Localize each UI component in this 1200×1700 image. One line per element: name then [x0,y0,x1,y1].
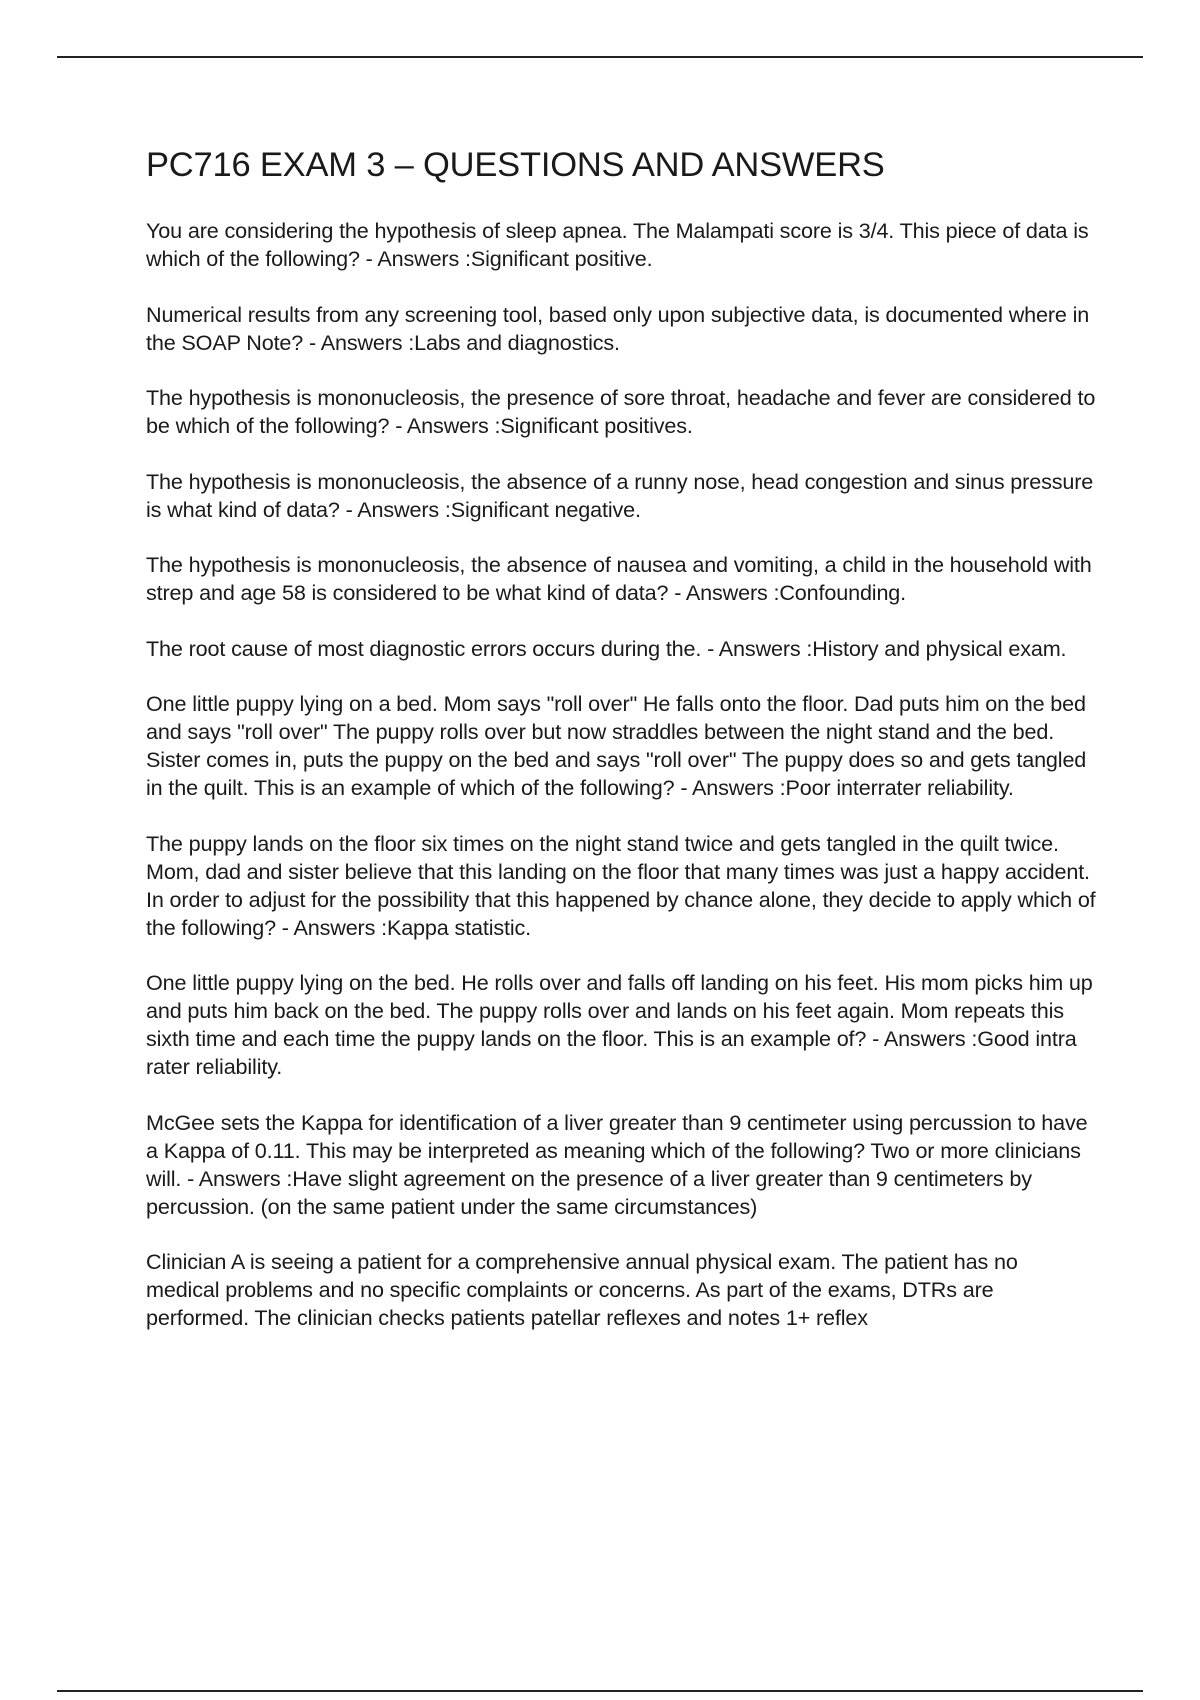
top-divider [57,56,1143,58]
page-title: PC716 EXAM 3 – QUESTIONS AND ANSWERS [146,146,885,184]
qa-entry: One little puppy lying on a bed. Mom says "roll over" He falls onto the floor. Dad puts him on the bed and says "roll over" The puppy rolls over but now straddles between the night stand and the bed. Sister comes in, puts the puppy on the bed and says "roll over" The puppy does so and gets tangled in the quilt. This is an example of which of the following? - Answers :Poor interrater reliability. [146,691,1087,800]
qa-entry: The root cause of most diagnostic errors occurs during the. - Answers :History and physical exam. [146,635,1067,661]
qa-entry: McGee sets the Kappa for identification of a liver greater than 9 centimeter using percussion to have a Kappa of 0.11. This may be interpreted as meaning which of the following? Two or more clinicians will. - Answers :Have slight agreement on the presence of a liver greater than 9 centimeters by percussion. (on the same patient under the same circumstances) [146,1109,1088,1219]
document-body [146,143,1096,1360]
qa-entry: The hypothesis is mononucleosis, the absence of nausea and vomiting, a child in the household with strep and age 58 is considered to be what kind of data? - Answers :Confounding. [146,552,1092,605]
qa-entry: The puppy lands on the floor six times on the night stand twice and gets tangled in the quilt twice. Mom, dad and sister believe that this landing on the floor that many times was just a happy accident. In order to adjust for the possibility that this happened by chance alone, they decide to apply which of the following? - Answers :Kappa statistic. [146,830,1096,940]
qa-entry: Clinician A is seeing a patient for a comprehensive annual physical exam. The patient has no medical problems and no specific complaints or concerns. As part of the exams, DTRs are performed. The clinician checks patients patellar reflexes and notes 1+ reflex [146,1249,1018,1330]
qa-entry: You are considering the hypothesis of sleep apnea. The Malampati score is 3/4. This piece of data is which of the following? - Answers :Significant positive. [146,218,1089,271]
bottom-divider [57,1690,1143,1692]
qa-entry: Numerical results from any screening tool, based only upon subjective data, is documented where in the SOAP Note? - Answers :Labs and diagnostics. [146,301,1090,355]
qa-entry: The hypothesis is mononucleosis, the presence of sore throat, headache and fever are considered to be which of the following? - Answers :Significant positives. [146,385,1096,438]
qa-entry: The hypothesis is mononucleosis, the absence of a runny nose, head congestion and sinus pressure is what kind of data? - Answers :Significant negative. [146,468,1094,522]
qa-entry: One little puppy lying on the bed. He rolls over and falls off landing on his feet. His mom picks him up and puts him back on the bed. The puppy rolls over and lands on his feet again. Mom repeats this sixth time and each time the puppy lands on the floor. This is an example of? - Answers :Good intra rater reliability. [146,970,1093,1079]
